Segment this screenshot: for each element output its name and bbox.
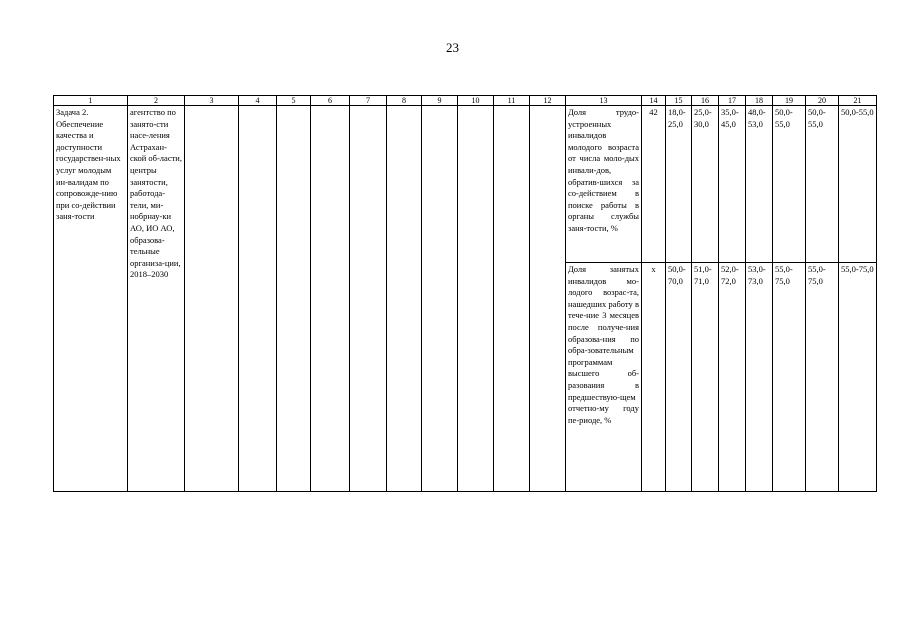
empty-cell [239,106,277,492]
column-header: 4 [239,96,277,106]
indicator-value: 52,0-72,0 [719,263,746,492]
column-header: 6 [311,96,350,106]
column-header: 11 [494,96,530,106]
empty-cell [422,106,458,492]
indicator-value: 55,0-75,0 [839,263,877,492]
column-header: 18 [746,96,773,106]
empty-cell [311,106,350,492]
indicator-value: 55,0-75,0 [806,263,839,492]
indicator-value: 48,0-53,0 [746,106,773,263]
indicator-value: 25,0-30,0 [692,106,719,263]
indicator-name: Доля занятых инвалидов мо-лодого возрас-та, нашедших работу в тече-ние 3 месяцев после получе-ния образова-ния по обра-зовательным программам высшего об-разования в предшествую-щем отчетно-му году пе-риоде, % [566,263,642,492]
task-cell: Задача 2. Обеспечение качества и доступности государствен-ных услуг молодым ин-валидам по сопровожде-нию при со-действии заня-тости [54,106,128,492]
indicator-value: 55,0-75,0 [773,263,806,492]
empty-cell [277,106,311,492]
column-header: 14 [642,96,666,106]
header-row [54,96,877,106]
column-header: 17 [719,96,746,106]
column-header: 7 [350,96,387,106]
empty-cell [387,106,422,492]
column-header: 20 [806,96,839,106]
empty-cell [350,106,387,492]
column-header: 15 [666,96,692,106]
base-value: 42 [642,106,666,263]
indicator-value: 35,0-45,0 [719,106,746,263]
column-header: 2 [128,96,185,106]
column-header: 21 [839,96,877,106]
column-header: 12 [530,96,566,106]
column-header: 13 [566,96,642,106]
empty-cell [458,106,494,492]
page-number: 23 [446,40,459,55]
column-header: 8 [387,96,422,106]
column-header: 3 [185,96,239,106]
empty-cell [494,106,530,492]
indicator-value: 50,0-55,0 [773,106,806,263]
empty-cell [530,106,566,492]
indicator-name: Доля трудо-устроенных инвалидов молодого возраста от числа моло-дых инвали-дов, обратив-шихся за со-действием в поиске работы в органы службы заня-тости, % [566,106,642,263]
empty-cell [185,106,239,492]
column-header: 5 [277,96,311,106]
column-header: 16 [692,96,719,106]
column-header: 19 [773,96,806,106]
indicator-value: 18,0-25,0 [666,106,692,263]
indicator-value: 50,0-70,0 [666,263,692,492]
column-header: 1 [54,96,128,106]
column-header: 9 [422,96,458,106]
indicator-value: 50,0-55,0 [839,106,877,263]
program-table [53,95,877,492]
indicator-value: 50,0-55,0 [806,106,839,263]
indicator-value: 51,0-71,0 [692,263,719,492]
base-value: х [642,263,666,492]
executors-cell: агентство по занято-сти насе-ления Астрахан-ской об-ласти, центры занятости, работода-тели, ми-нобрнау-ки АО, ИО АО, образова-тельные организа-ции, 2018–2030 [128,106,185,492]
column-header: 10 [458,96,494,106]
table-row [54,106,877,263]
indicator-value: 53,0-73,0 [746,263,773,492]
